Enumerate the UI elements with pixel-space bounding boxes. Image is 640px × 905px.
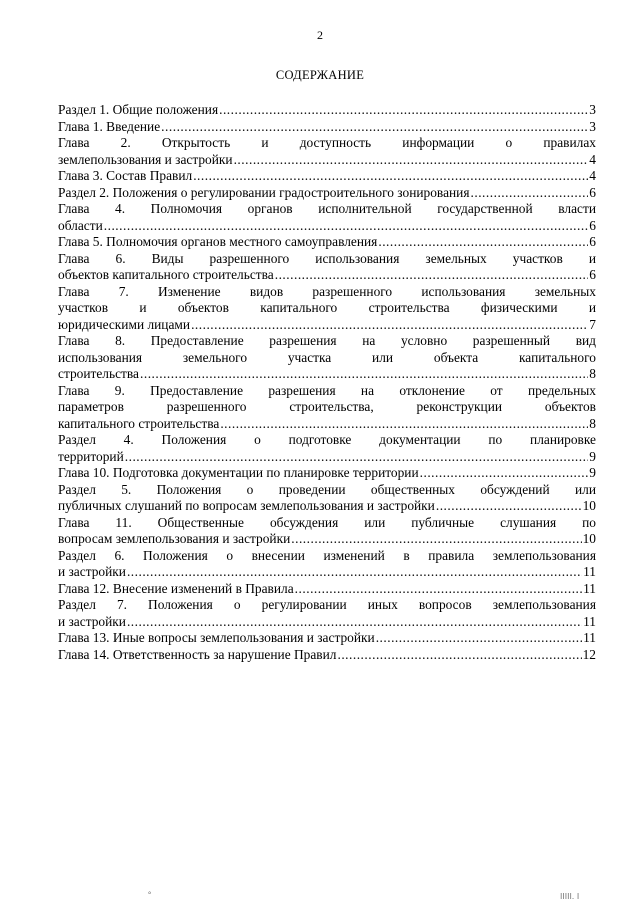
toc-entry-text: Глава 5. Полномочия органов местного самоуправления <box>58 234 378 249</box>
toc-page-number: 8 <box>589 415 596 431</box>
toc-entry-text: Раздел 2. Положения о регулировании градостроительного зонирования <box>58 184 470 200</box>
toc-page-number: 6 <box>589 184 596 200</box>
toc-entry <box>58 201 596 234</box>
toc-page-number: 11 <box>583 564 596 579</box>
toc-entry-last-line <box>58 614 596 631</box>
dot-leader <box>219 102 588 119</box>
toc-entry <box>58 284 596 334</box>
page-number: 2 <box>317 28 323 42</box>
toc-entry-line: Глава 11. Общественные обсуждения или публичные слушания по <box>58 514 596 530</box>
toc-entry-text: Глава 10. Подготовка документации по планировке территории <box>58 465 419 480</box>
toc-page-number: 11 <box>583 580 596 596</box>
toc-entry <box>58 333 596 383</box>
toc-entry-text: и застройки <box>58 613 126 629</box>
toc-entry-text: и застройки <box>58 564 126 579</box>
dot-leader <box>420 465 589 482</box>
toc-entry-text: объектов капитального строительства <box>58 267 274 282</box>
toc-entry-last-line <box>58 581 596 598</box>
toc-entry-text: землепользования и застройки <box>58 151 233 167</box>
dot-leader <box>378 234 588 251</box>
toc-entry-last-line <box>58 185 596 202</box>
dot-leader <box>191 317 588 334</box>
dot-leader <box>291 531 581 548</box>
toc-page-number: 11 <box>583 613 596 629</box>
toc-page-number: 6 <box>589 217 596 233</box>
dot-leader <box>337 647 581 664</box>
toc-entry-text: Глава 14. Ответственность за нарушение Правил <box>58 646 337 662</box>
toc-entry-text: Глава 1. Введение <box>58 118 161 134</box>
toc-entry <box>58 251 596 284</box>
toc-title: СОДЕРЖАНИЕ <box>275 68 365 82</box>
toc-page-number: 11 <box>583 630 596 645</box>
toc-page-number: 9 <box>589 465 596 480</box>
dot-leader <box>295 581 582 598</box>
toc-entry <box>58 482 596 515</box>
toc-entry-text: капитального строительства <box>58 415 220 431</box>
toc-entry-text: Глава 13. Иные вопросы землепользования и застройки <box>58 630 375 645</box>
dot-leader <box>376 630 582 647</box>
toc-entry <box>58 432 596 465</box>
toc-entry <box>58 465 596 482</box>
toc-entry-last-line <box>58 168 596 185</box>
toc-entry-line: Раздел 7. Положения о регулировании иных вопросов землепользования <box>58 597 596 612</box>
toc-page-number: 3 <box>589 102 596 117</box>
dot-leader <box>161 119 588 136</box>
toc-entry-line: Глава 2. Открытость и доступность информации о правилах <box>58 135 596 150</box>
toc-entry-line: параметров разрешенного строительства, реконструкции объектов <box>58 399 596 414</box>
toc-entry-last-line <box>58 119 596 136</box>
toc-entry <box>58 515 596 548</box>
toc-entry <box>58 548 596 581</box>
toc-page-number: 4 <box>589 151 596 167</box>
dot-leader <box>234 152 589 169</box>
toc-page-number: 9 <box>589 448 596 464</box>
toc-entry-last-line <box>58 267 596 284</box>
dot-leader <box>275 267 589 284</box>
toc-entry-last-line <box>58 317 596 334</box>
dot-leader <box>193 168 588 185</box>
toc-entry-last-line <box>58 564 596 581</box>
toc-entry <box>58 135 596 168</box>
table-of-contents <box>58 102 596 663</box>
toc-entry-text: Глава 12. Внесение изменений в Правила <box>58 580 294 596</box>
toc-entry-line: Раздел 5. Положения о проведении общественных обсуждений или <box>58 481 596 497</box>
dot-leader <box>127 564 582 581</box>
dot-leader <box>104 218 589 235</box>
toc-entry-line: Глава 7. Изменение видов разрешенного использования земельных <box>58 283 596 299</box>
toc-entry <box>58 234 596 251</box>
dot-leader <box>140 366 588 383</box>
toc-entry <box>58 630 596 647</box>
dot-leader <box>220 416 588 433</box>
dot-leader <box>436 498 582 515</box>
toc-page-number: 12 <box>582 646 596 662</box>
toc-entry <box>58 383 596 433</box>
toc-entry-text: строительства <box>58 366 139 381</box>
toc-entry-line: участков и объектов капитального строительства физическими и <box>58 300 596 315</box>
toc-page-number: 3 <box>589 118 596 134</box>
toc-entry-text: Глава 3. Состав Правил <box>58 168 193 183</box>
toc-entry <box>58 185 596 202</box>
toc-entry-last-line <box>58 498 596 515</box>
toc-entry-line: Глава 4. Полномочия органов исполнительной государственной власти <box>58 201 596 216</box>
toc-entry-text: юридическими лицами <box>58 316 191 332</box>
toc-entry <box>58 597 596 630</box>
scan-mark-left: ° <box>148 890 152 899</box>
toc-entry-last-line <box>58 531 596 548</box>
dot-leader <box>471 185 589 202</box>
toc-entry-last-line <box>58 102 596 119</box>
toc-entry <box>58 102 596 119</box>
toc-page-number: 10 <box>582 498 596 513</box>
toc-page-number: 6 <box>589 234 596 249</box>
toc-entry-text: области <box>58 217 103 233</box>
toc-entry-line: Глава 9. Предоставление разрешения на отклонение от предельных <box>58 382 596 398</box>
toc-entry-last-line <box>58 152 596 169</box>
toc-page-number: 8 <box>589 366 596 381</box>
toc-entry-line: Глава 8. Предоставление разрешения на условно разрешенный вид <box>58 333 596 348</box>
scan-mark-right: ІІІІІ. І <box>560 892 580 901</box>
toc-entry-line: использования земельного участка или объекта капитального <box>58 349 596 365</box>
dot-leader <box>125 449 589 466</box>
toc-entry-last-line <box>58 416 596 433</box>
toc-entry-text: территорий <box>58 448 124 464</box>
toc-entry <box>58 647 596 664</box>
toc-entry-last-line <box>58 630 596 647</box>
toc-entry-last-line <box>58 647 596 664</box>
toc-entry-last-line <box>58 465 596 482</box>
toc-entry-last-line <box>58 234 596 251</box>
toc-entry-line: Глава 6. Виды разрешенного использования земельных участков и <box>58 250 596 266</box>
toc-entry-text: публичных слушаний по вопросам землепользования и застройки <box>58 498 435 513</box>
toc-entry-text: вопросам землепользования и застройки <box>58 531 291 546</box>
toc-entry <box>58 168 596 185</box>
toc-entry-last-line <box>58 218 596 235</box>
toc-page-number: 10 <box>582 531 596 546</box>
toc-entry <box>58 119 596 136</box>
toc-entry-last-line <box>58 366 596 383</box>
dot-leader <box>127 614 582 631</box>
toc-entry-line: Раздел 4. Положения о подготовке документации по планировке <box>58 432 596 447</box>
toc-entry <box>58 581 596 598</box>
toc-page-number: 4 <box>589 168 596 183</box>
toc-entry-text: Раздел 1. Общие положения <box>58 102 219 117</box>
toc-page-number: 6 <box>589 267 596 282</box>
toc-entry-last-line <box>58 449 596 466</box>
toc-page-number: 7 <box>589 316 596 332</box>
toc-entry-line: Раздел 6. Положения о внесении изменений в правила землепользования <box>58 547 596 563</box>
